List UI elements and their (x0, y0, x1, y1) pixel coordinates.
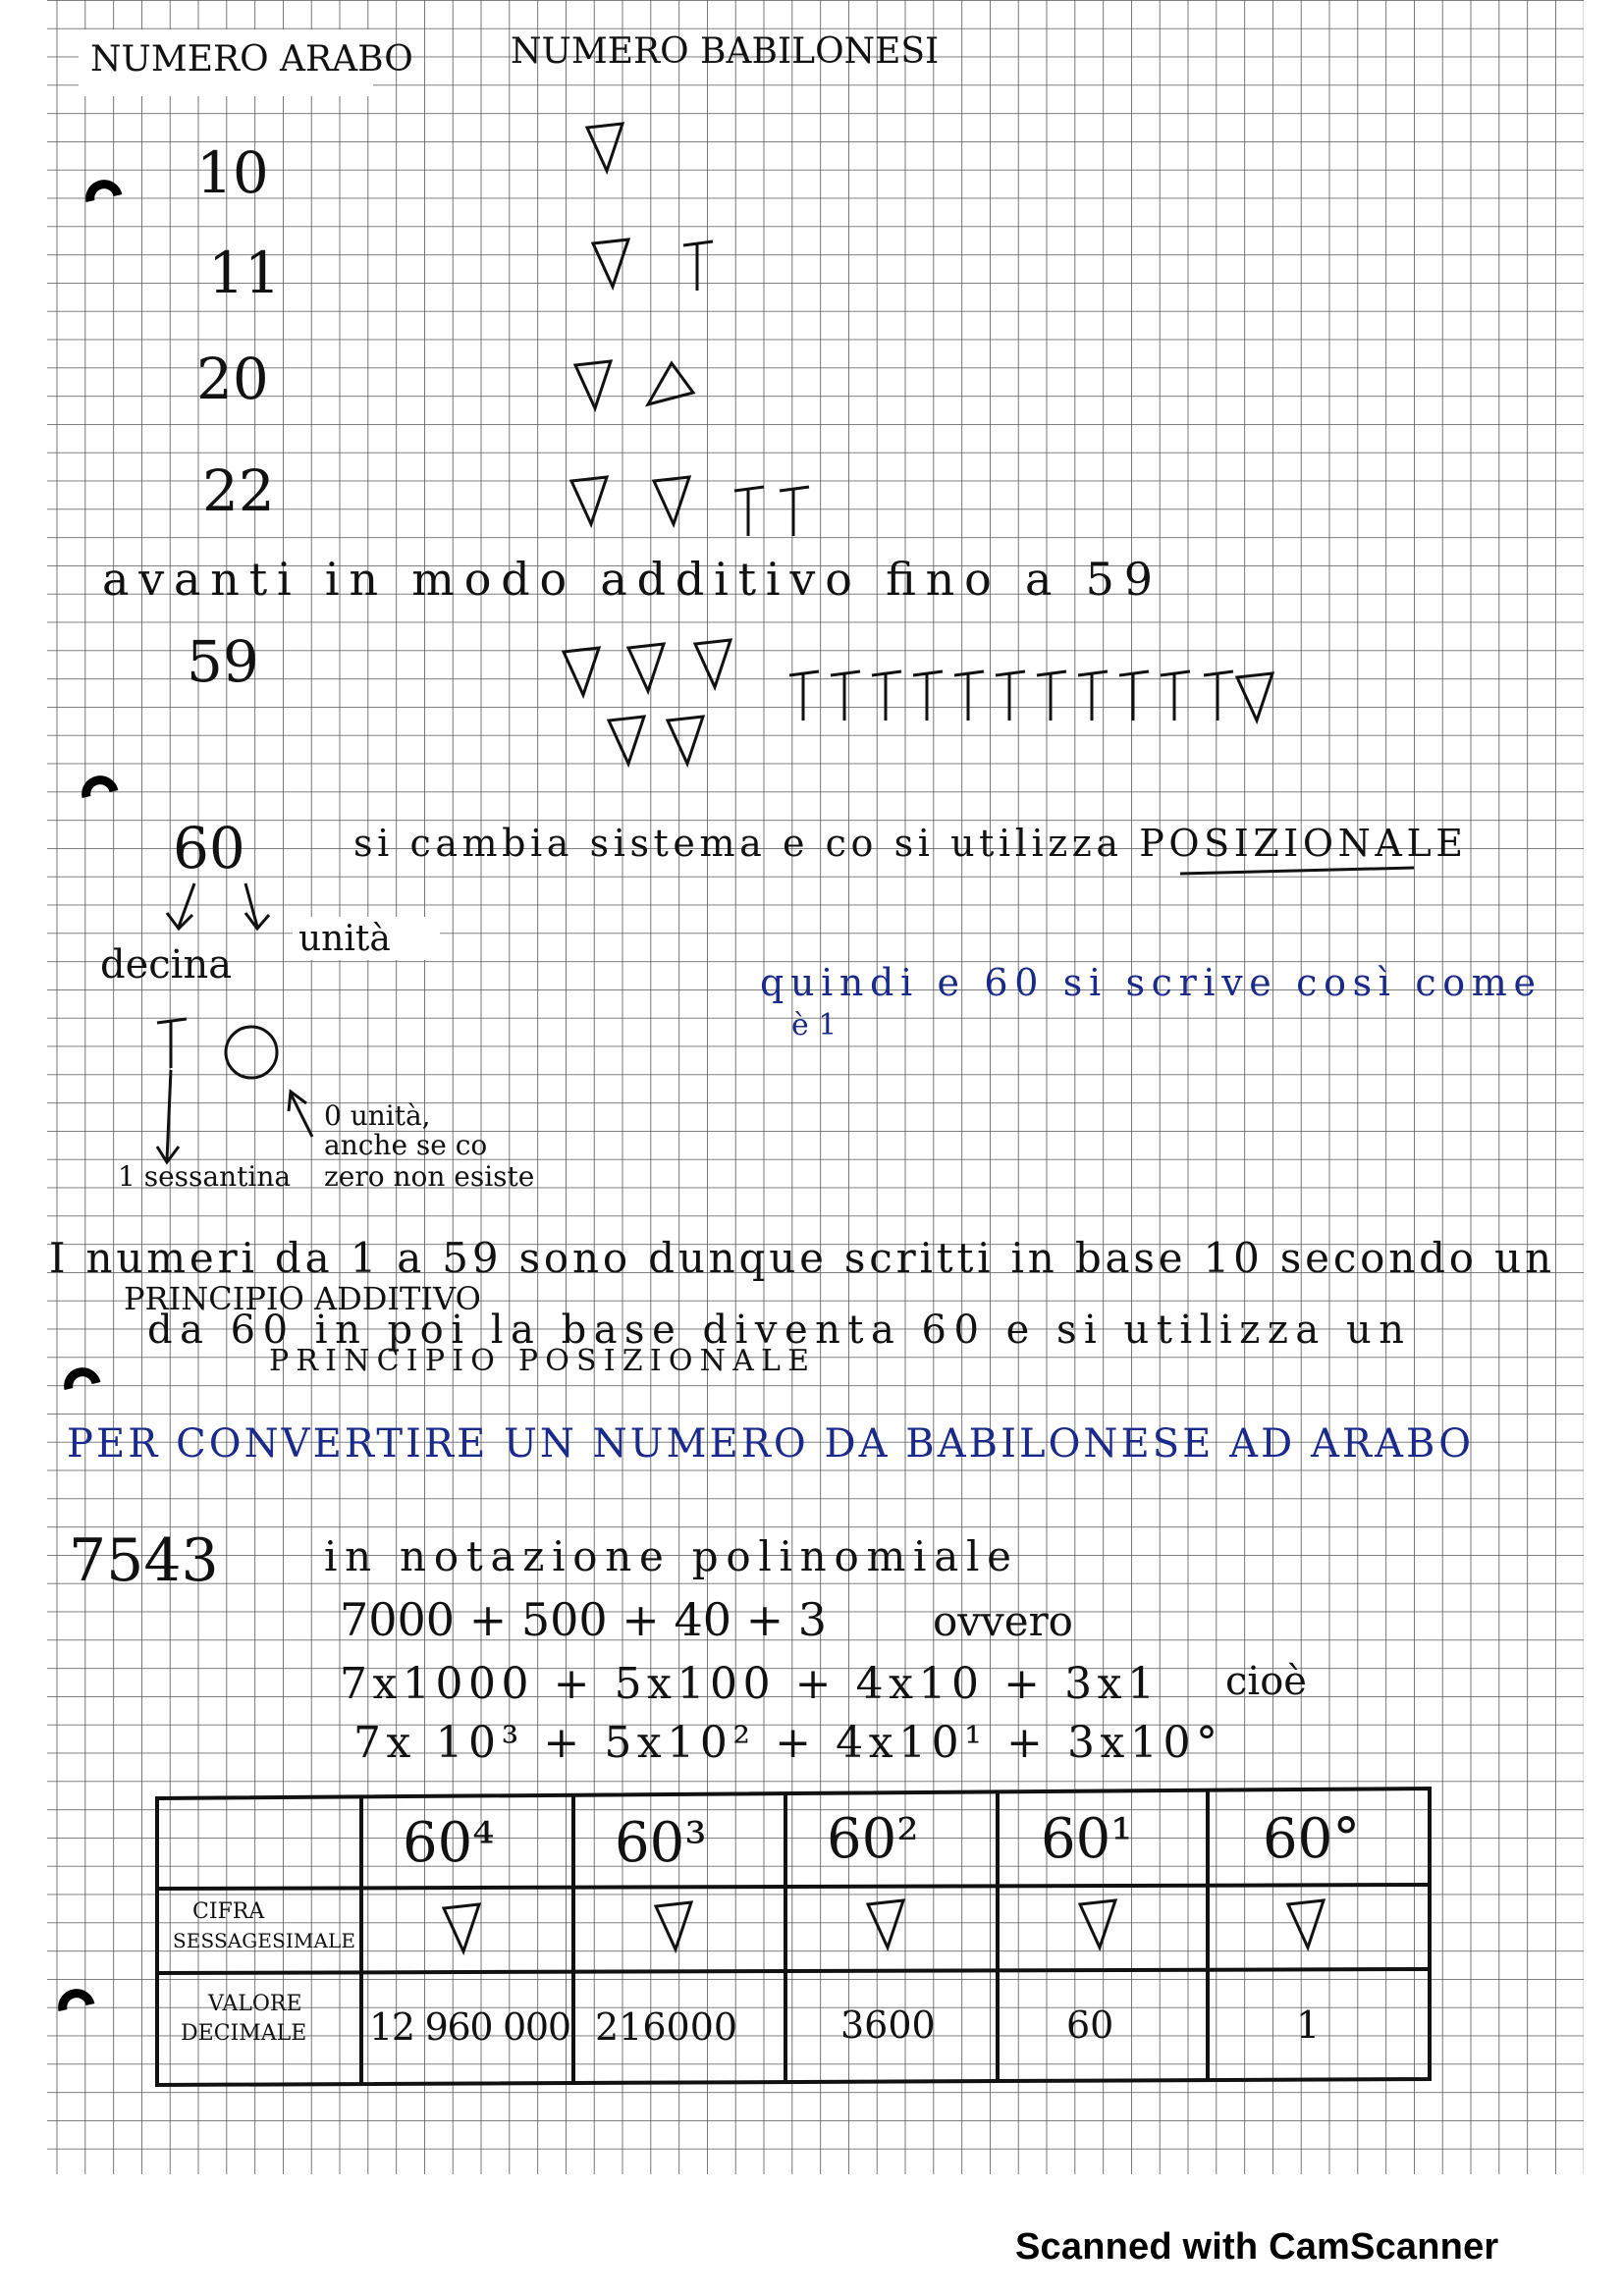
annotation-3: zero non esiste (324, 1160, 535, 1193)
paragraph-line-3: da 60 in poi la base diventa 60 e si utilizza un (147, 1308, 1404, 1353)
poly-label: in notazione polinomiale (324, 1532, 1011, 1580)
arabic-59: 59 (187, 628, 259, 695)
sixty-number: 60 (173, 815, 245, 881)
table-header-60-2: 60² (827, 1807, 919, 1871)
paragraph-line-4: PRINCIPIO POSIZIONALE (269, 1344, 809, 1378)
blue-note: quindi e 60 si scrive così come (760, 961, 1536, 1004)
paragraph-line-2: PRINCIPIO ADDITIVO (124, 1280, 481, 1317)
sixty-title: si cambia sistema e co si utilizza POSIZIONALE (353, 822, 1463, 865)
label-unita: unità (298, 919, 391, 959)
poly-line-3: 7x 10³ + 5x10² + 4x10¹ + 3x10° (353, 1718, 1217, 1768)
table-header-60-0: 60° (1263, 1807, 1361, 1871)
arabic-20: 20 (196, 346, 269, 412)
arabic-11: 11 (208, 240, 281, 306)
table-header-60-1: 60¹ (1041, 1807, 1133, 1871)
table-header-60-4: 60⁴ (403, 1811, 495, 1875)
scanner-footer: Scanned with CamScanner (1015, 2226, 1499, 2268)
poly-number: 7543 (69, 1526, 219, 1595)
blue-sub: è 1 (791, 1008, 838, 1042)
poly-line-1-tail: ovvero (933, 1597, 1073, 1645)
label-sessantina: 1 sessantina (118, 1160, 292, 1193)
value-60-3: 216000 (595, 2005, 738, 2049)
value-60-2: 3600 (840, 2003, 936, 2047)
value-60-0: 1 (1296, 2003, 1321, 2047)
annotation-2: anche se co (324, 1129, 488, 1161)
row1-label-b: SESSAGESIMALE (173, 1929, 355, 1952)
arabic-10: 10 (196, 139, 269, 206)
row2-label-a: VALORE (208, 1992, 302, 2016)
arabic-22: 22 (202, 457, 275, 524)
additive-line: avanti in modo additivo fino a 59 (102, 553, 1153, 606)
poly-line-2-tail: cioè (1225, 1659, 1307, 1704)
poly-line-2: 7x1000 + 5x100 + 4x10 + 3x1 (340, 1659, 1155, 1709)
poly-line-1: 7000 + 500 + 40 + 3 (340, 1593, 828, 1646)
paragraph-line-1: I numeri da 1 a 59 sono dunque scritti in base 10 secondo un (49, 1234, 1552, 1282)
annotation-1: 0 unità, (324, 1099, 431, 1132)
table-header-60-3: 60³ (615, 1811, 707, 1875)
row1-label-a: CIFRA (192, 1899, 265, 1924)
convert-title: PER CONVERTIRE UN NUMERO DA BABILONESE AD ARABO (67, 1421, 1471, 1467)
row2-label-b: DECIMALE (181, 2021, 307, 2046)
label-decina: decina (100, 942, 233, 988)
value-60-4: 12 960 000 (369, 2005, 571, 2049)
value-60-1: 60 (1066, 2003, 1114, 2047)
header-arabic: NUMERO ARABO (90, 39, 413, 80)
header-babylonian: NUMERO BABILONESI (511, 31, 940, 72)
